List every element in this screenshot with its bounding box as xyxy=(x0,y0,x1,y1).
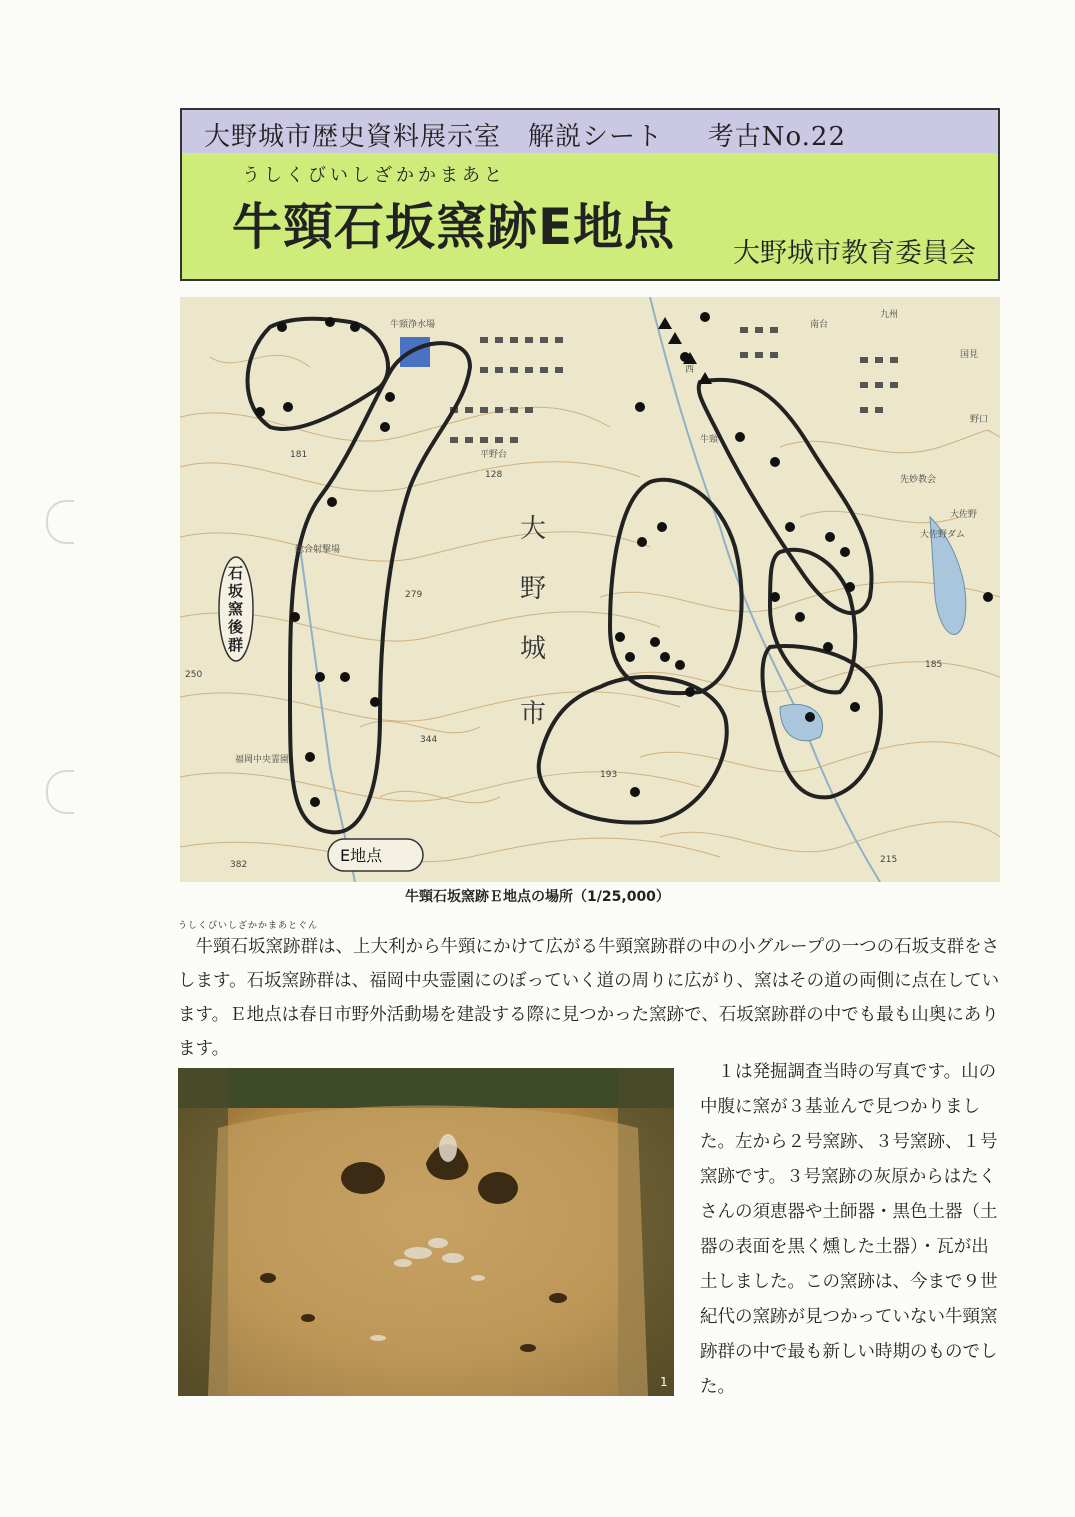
map-elevation: 128 xyxy=(485,470,503,480)
map-place-label: 野口 xyxy=(970,415,989,425)
map-place-label: 牛頸 xyxy=(700,435,719,445)
map-elevation: 185 xyxy=(925,660,943,670)
punch-hole-top xyxy=(46,500,74,544)
map-place-label: 南台 xyxy=(810,320,829,330)
map-elevation: 193 xyxy=(600,770,618,780)
publisher: 大野城市教育委員会 xyxy=(733,238,976,269)
page-title: 牛頸石坂窯跡E地点 xyxy=(232,198,676,256)
map-elevation: 382 xyxy=(230,860,248,870)
map-caption: 牛頸石坂窯跡Ｅ地点の場所（1/25,000） xyxy=(405,889,670,905)
map-place-label: 牛頸浄水場 xyxy=(390,320,436,330)
e-point-label: E地点 xyxy=(340,846,383,865)
topographic-map xyxy=(180,297,1000,882)
map-elevation: 250 xyxy=(185,670,203,680)
group-label-char: 石 xyxy=(228,564,244,582)
map-place-label: 大佐野 xyxy=(950,510,978,520)
punch-hole-bottom xyxy=(46,770,74,814)
group-label-char: 坂 xyxy=(228,582,244,600)
group-label-char: 後 xyxy=(228,618,244,636)
map-elevation: 181 xyxy=(290,450,308,460)
title-band xyxy=(180,153,1000,281)
description-text: １は発掘調査当時の写真です。山の中腹に窯が３基並んで見つかりました。左から２号窯跡、３号窯跡、１号窯跡です。３号窯跡の灰原からはたくさんの須恵器や土師器・黒色土器（土器の表面を黒く燻した土器）・瓦が出土しました。この窯跡は、今まで９世紀代の窯跡が見つかっていない牛頸窯跡群の中で最も新しい時期のものでした。 xyxy=(700,1062,998,1397)
map-city-label-1: 大 xyxy=(520,514,547,544)
map-place-label: 西 xyxy=(685,365,695,375)
institution-label: 大野城市歴史資料展示室 解説シート xyxy=(204,122,664,152)
excavation-photo xyxy=(178,1068,674,1396)
map-city-label-4: 市 xyxy=(520,699,547,729)
header-band xyxy=(180,108,1000,155)
map-elevation: 279 xyxy=(405,590,423,600)
map-place-label: 国見 xyxy=(960,350,979,360)
group-label-char: 群 xyxy=(228,636,244,654)
description-section xyxy=(700,1055,1006,1405)
map-elevation: 215 xyxy=(880,855,898,865)
intro-text: 牛頸石坂窯跡群は、上大利から牛頸にかけて広がる牛頸窯跡群の中の小グループの一つの石坂支群をさします。石坂窯跡群は、福岡中央霊園にのぼっていく道の周りに広がり、窯はその道の両側に点在しています。Ｅ地点は春日市野外活動場を建設する際に見つかった窯跡で、石坂窯跡群の中でも最も山奥にあります。 xyxy=(178,937,1000,1059)
photo-number: 1 xyxy=(660,1375,668,1389)
map-place-label: 先妙教会 xyxy=(900,475,937,485)
map-place-label: 平野台 xyxy=(480,450,508,460)
map-city-label-3: 城 xyxy=(520,634,547,664)
intro-ruby: うしくびいしざかかまあとぐん xyxy=(178,921,319,931)
map-elevation: 344 xyxy=(420,735,438,745)
map-place-label: 大佐野ダム xyxy=(920,530,966,540)
map-place-label: 総合射撃場 xyxy=(295,545,341,555)
map-place-label: 福岡中央霊園 xyxy=(235,755,290,765)
map-city-label-2: 野 xyxy=(520,574,547,604)
title-reading: うしくびいしざかかまあと xyxy=(242,165,506,186)
group-label-char: 窯 xyxy=(228,600,244,618)
map-place-label: 九州 xyxy=(880,310,899,320)
series-number: 考古No.22 xyxy=(707,122,846,152)
intro-section xyxy=(178,918,1008,1066)
